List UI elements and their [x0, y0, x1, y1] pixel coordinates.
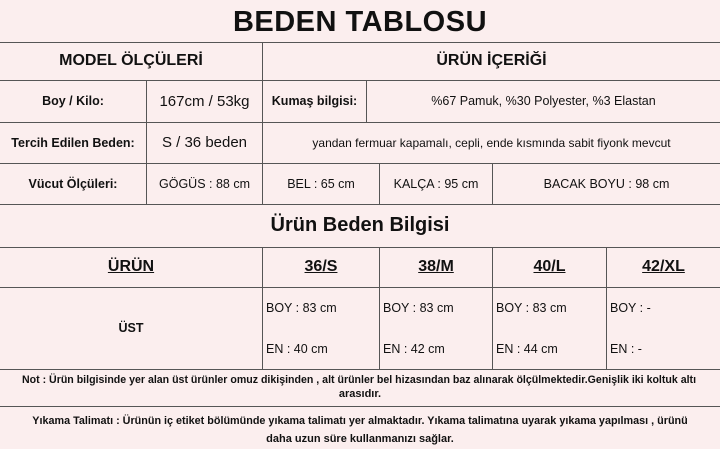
chest-measure: GÖGÜS : 88 cm	[159, 176, 250, 191]
boy-42: BOY : -	[610, 300, 651, 315]
boy-40: BOY : 83 cm	[496, 300, 567, 315]
fabric-value: %67 Pamuk, %30 Polyester, %3 Elastan	[431, 94, 656, 108]
measurement-note	[0, 373, 720, 401]
page-title: BEDEN TABLOSU	[232, 5, 488, 38]
en-38: EN : 42 cm	[383, 342, 445, 356]
en-36: EN : 40 cm	[266, 342, 328, 356]
size-header-36: 36/S	[304, 258, 338, 275]
top-garment-label: ÜST	[118, 321, 144, 335]
divider	[0, 406, 720, 407]
product-description: yandan fermuar kapamalı, cepli, ende kısmında sabit fiyonk mevcut	[312, 135, 671, 150]
preferred-size-value: S / 36 beden	[161, 134, 248, 151]
height-weight-value: 167cm / 53kg	[159, 92, 250, 110]
waist-measure: BEL : 65 cm	[287, 176, 355, 191]
en-42: EN : -	[610, 342, 642, 356]
wash-line: daha uzun süre kullanmanızı sağlar.	[266, 433, 454, 445]
product-heading: ÜRÜN İÇERİĞİ	[436, 52, 547, 69]
divider	[0, 369, 720, 370]
preferred-size-label: Tercih Edilen Beden:	[11, 135, 135, 150]
note-line: Not : Ürün bilgisinde yer alan üst ürünler omuz dikişinden , alt ürünler bel hizasından baz alınarak ölçülmektedir.Genişlik iki koltuk altı	[21, 374, 697, 386]
boy-38: BOY : 83 cm	[383, 300, 454, 315]
size-section-title: Ürün Beden Bilgisi	[270, 214, 450, 236]
model-heading: MODEL ÖLÇÜLERİ	[59, 52, 203, 69]
leg-length-measure: BACAK BOYU : 98 cm	[543, 176, 670, 191]
body-measures-label: Vücut Ölçüleri:	[28, 176, 118, 191]
washing-instructions	[0, 414, 720, 446]
height-weight-label: Boy / Kilo:	[42, 94, 104, 108]
en-40: EN : 44 cm	[496, 342, 558, 356]
wash-line: Yıkama Talimatı : Ürünün iç etiket bölümünde yıkama talimatı yer almaktadır. Yıkama talimatına uyarak yıkama yapılması , ürünü	[32, 415, 688, 427]
size-header-42: 42/XL	[642, 258, 685, 275]
product-column-header: ÜRÜN	[107, 258, 155, 275]
fabric-label: Kumaş bilgisi:	[271, 94, 358, 108]
size-header-38: 38/M	[418, 258, 454, 275]
hip-measure: KALÇA : 95 cm	[393, 176, 479, 191]
boy-36: BOY : 83 cm	[266, 300, 337, 315]
note-line: arasıdır.	[338, 388, 382, 400]
size-header-40: 40/L	[533, 258, 566, 275]
